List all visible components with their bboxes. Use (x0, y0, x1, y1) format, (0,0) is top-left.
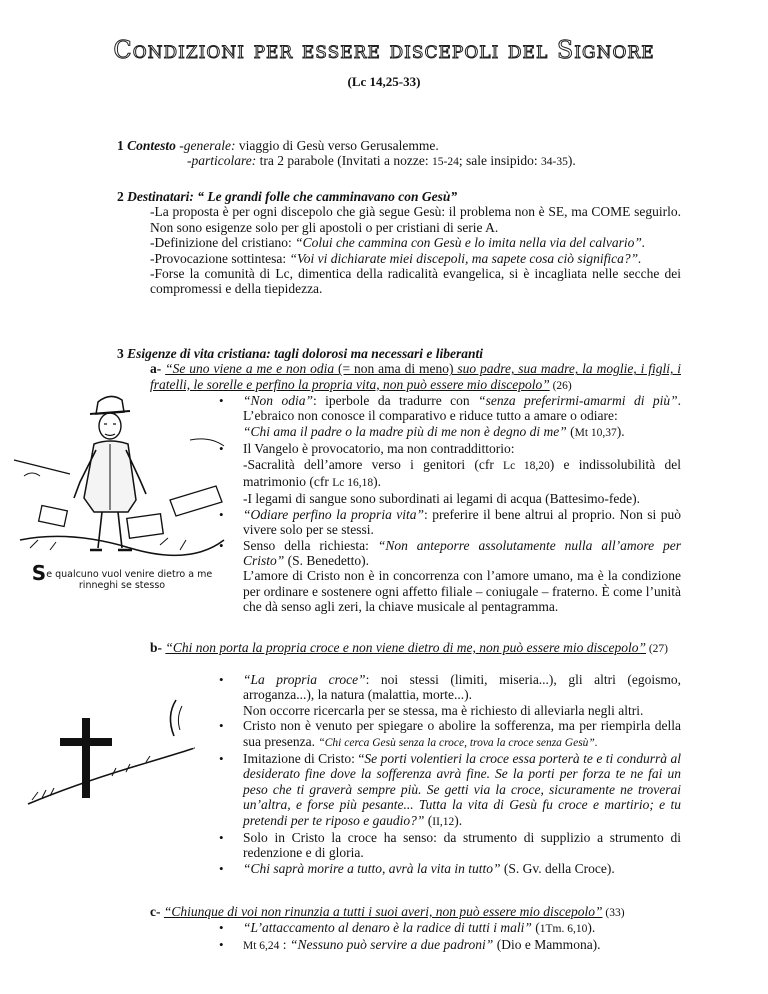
bullet-c1-ref: 1Tm. 6,10 (539, 923, 588, 935)
bullet-b3-ref: II,12 (432, 815, 455, 828)
bullet-c1-close: ). (587, 920, 596, 935)
bullet-c1-open: ( (531, 920, 540, 935)
point-a-bullets (243, 393, 681, 615)
section-2-para-3 (150, 251, 681, 266)
bullet-c2-quote: “Nessuno può servire a due padroni” (289, 937, 494, 953)
bullet-a1 (243, 393, 681, 441)
bullet-a2-text-3: ) e indissolubilità del matrimonio (cfr (243, 456, 681, 490)
section-3-number: 3 (117, 346, 124, 361)
section-3-heading: Esigenze di vita cristiana: tagli dolorosi ma necessari e liberanti (127, 346, 484, 361)
section-1-line-2 (117, 153, 677, 170)
section-3 (117, 346, 681, 394)
bullet-a2-ref-1: Lc 18,20 (503, 459, 550, 472)
section-1-particular-label: -particolare: (187, 153, 257, 169)
point-c-heading (150, 904, 690, 921)
walking-man-illustration (10, 390, 232, 565)
section-3-heading-line (117, 346, 681, 361)
bullet-b1-text: : noi stessi (limiti, miseria...), gli altri (egoismo, arroganza...), la natura (malattia, morte...). (243, 672, 681, 703)
section-1-particular-mid: ; sale insipido: (458, 153, 541, 169)
point-b-bullets (243, 672, 681, 876)
bullet-a1-quote: “Non odia” (243, 393, 313, 408)
bullet-a2-ref-2: Lc 16,18 (332, 477, 374, 490)
bullet-a1-open: ( (566, 423, 575, 439)
point-b-quote: “Chi non porta la propria croce e non viene dietro di me, non può essere mio discepolo” (165, 640, 646, 655)
bullet-a4-text-2: L’amore di Cristo non è in concorrenza con l’amore umano, ma è la condizione per ordinare e sostenere ogni affetto filiale – coniugale – fraterno. È come l’unità che dà senso agli zeri, la chiave musicale al pentagramma. (243, 568, 681, 615)
section-2-heading: Destinatari: “ Le grandi folle che camminavano con Gesù” (127, 189, 458, 204)
bullet-a4 (243, 538, 681, 615)
point-c-quote: “Chiunque di voi non rinunzia a tutti i suoi averi, non può essere mio discepolo” (163, 904, 603, 919)
bullet-a1-text: : iperbole da tradurre con (312, 393, 479, 408)
caption-line-1: e qualcuno vuol venire dietro a me (46, 569, 213, 580)
bullet-c2-text: (Dio e Mammona). (493, 937, 601, 953)
bullet-a2-text-5: -I legami di sangue sono subordinati ai legami di acqua (Battesimo-fede). (243, 491, 641, 507)
bullet-b4: • Solo in Cristo la croce ha senso: da strumento di supplizio a strumento di redenzione e di gloria. (243, 830, 681, 861)
point-a-paren: (= non ama di meno) (334, 361, 454, 377)
bullet-b5-quote: “Chi saprà morire a tutto, avrà la vita in tutto” (243, 860, 501, 876)
bullet-a4-quote: “Non anteporre assolutamente nulla all’amore per Cristo” (243, 537, 682, 569)
caption-initial: S (31, 561, 47, 585)
bullet-b5-source: (S. Gv. della Croce). (500, 860, 615, 876)
point-c-heading-line (150, 904, 690, 921)
section-1-ref-1: 15-24 (432, 156, 459, 169)
bullet-b3-quote: Se porti volentieri la croce essa porterà te e ti condurrà al desiderato fine dove la sofferenza avrà fine. Se la porti per forza te ne fai un peso che ti graverà sempre più. Se getti via la croce, sicuramente ne troverai un’altra, e forse più pesante... Tutta la vita di Gesù fu croce e martirio; e tu pretendi per te riposo e gaudio?” (243, 751, 681, 828)
section-2-body (117, 204, 681, 296)
point-b-label: b- (150, 640, 163, 655)
bullet-b1-text-2: Non occorre ricercarla per se stessa, ma è richiesto di alleviarla negli altri. (243, 702, 644, 718)
section-2-para-3-text: -Provocazione sottintesa: (150, 250, 290, 266)
section-1-ref-2: 34-35 (541, 156, 568, 169)
point-c-ref: (33) (602, 907, 625, 919)
point-b-heading (150, 640, 681, 657)
point-a-label: a- (150, 361, 162, 377)
bullet-b3 (243, 751, 681, 830)
bullet-b2 (243, 718, 681, 751)
bullet-a1-text-2: . L’ebraico non conosce il comparativo e riduce tutto a amare o odiare: (243, 393, 682, 424)
bullet-b3-close: ). (454, 812, 463, 828)
bullet-c1-quote: “L’attaccamento al denaro è la radice di tutti i mali” (243, 920, 532, 935)
bullet-a3-text: : preferire il bene altrui al proprio. Non si può vivere solo per se stessi. (243, 506, 681, 538)
section-2-heading-line (117, 189, 681, 204)
section-2-para-2-text: -Definizione del cristiano: (150, 235, 296, 251)
bullet-c2 (243, 937, 681, 954)
bullet-a4-text: Senso della richiesta: (243, 537, 378, 553)
bullet-a2-text: Il Vangelo è provocatorio, ma non contraddittorio: (243, 441, 515, 457)
bullet-a4-source: (S. Benedetto). (284, 553, 370, 569)
illustration-caption (8, 561, 236, 591)
bullet-b1 (243, 672, 681, 718)
section-1-heading: Contesto (127, 138, 176, 153)
bullet-c2-sep: : (279, 937, 290, 953)
section-2 (117, 189, 681, 297)
page-title: Condizioni per essere discepoli del Signore (113, 36, 655, 64)
point-b-heading-line (150, 640, 681, 657)
section-2-para-2-quote: “Colui che cammina con Gesù e lo imita nella via del calvario”. (295, 235, 646, 251)
section-1-general-text: viaggio di Gesù verso Gerusalemme. (235, 138, 439, 153)
point-c-bullets (243, 920, 681, 955)
caption-line-2: rinneghi se stesso (78, 580, 166, 591)
bullet-b3-text: Imitazione di Cristo: “ (243, 751, 365, 767)
section-2-number: 2 (117, 189, 124, 204)
section-1-line-1 (117, 138, 677, 153)
bullet-b1-quote: “La propria croce” (243, 672, 366, 687)
bullet-a1-quote-2: “senza preferirmi-amarmi di più” (478, 393, 678, 408)
section-1-general-label: -generale: (179, 138, 236, 153)
bullet-a2-text-2: -Sacralità dell’amore verso i genitori (cfr (243, 456, 504, 472)
cross-illustration (26, 696, 196, 808)
section-1-particular-end: ). (567, 153, 576, 169)
bullet-c2-ref: Mt 6,24 (243, 940, 280, 953)
bullet-a3-quote: “Odiare perfino la propria vita” (243, 506, 425, 522)
bullet-c1 (243, 920, 681, 937)
section-1-number: 1 (117, 138, 124, 153)
point-b-ref: (27) (645, 643, 669, 655)
page-reference: (Lc 14,25-33) (347, 74, 421, 89)
bullet-a2-text-4: ). (373, 474, 381, 490)
section-1 (117, 138, 677, 171)
section-2-para-2 (150, 235, 681, 250)
point-a-quote: “Se uno viene a me e non odia (165, 361, 335, 377)
bullet-b2-quote: “Chi cerca Gesù senza la croce, trova la croce senza Gesù”. (318, 736, 598, 749)
section-2-para-4: -Forse la comunità di Lc, dimentica della radicalità evangelica, si è incagliata nelle secche dei compromessi e della tiepidezza. (150, 266, 681, 297)
point-a-quote-rest: suo padre, sua madre, la moglie, i figli, i fratelli, le sorelle e perfino la propria vita, non può essere mio discepolo” (150, 361, 682, 392)
bullet-a1-quote-3: “Chi ama il padre o la madre più di me non è degno di me” (243, 423, 567, 439)
bullet-a1-ref: Mt 10,37 (574, 426, 617, 439)
section-2-para-3-quote: “Voi vi dichiarate miei discepoli, ma sapete cosa ciò significa?”. (289, 250, 642, 266)
bullet-b3-open: ( (424, 812, 433, 828)
bullet-a3 (243, 507, 681, 538)
bullet-a1-close: ). (616, 423, 625, 439)
section-2-para-1: -La proposta è per ogni discepolo che già segue Gesù: il problema non è SE, ma COME seguirlo. Non sono esigenze solo per gli apostoli o per cristiani di serie A. (150, 204, 681, 235)
section-1-particular-text: tra 2 parabole (Invitati a nozze: (256, 153, 433, 169)
bullet-b2-text: Cristo non è venuto per spiegare o abolire la sofferenza, ma per riempirla della sua presenza. (243, 718, 681, 749)
bullet-a2 (243, 441, 681, 507)
point-c-label: c- (150, 904, 161, 919)
bullet-b5 (243, 861, 681, 876)
point-a-ref: (26) (549, 379, 572, 392)
